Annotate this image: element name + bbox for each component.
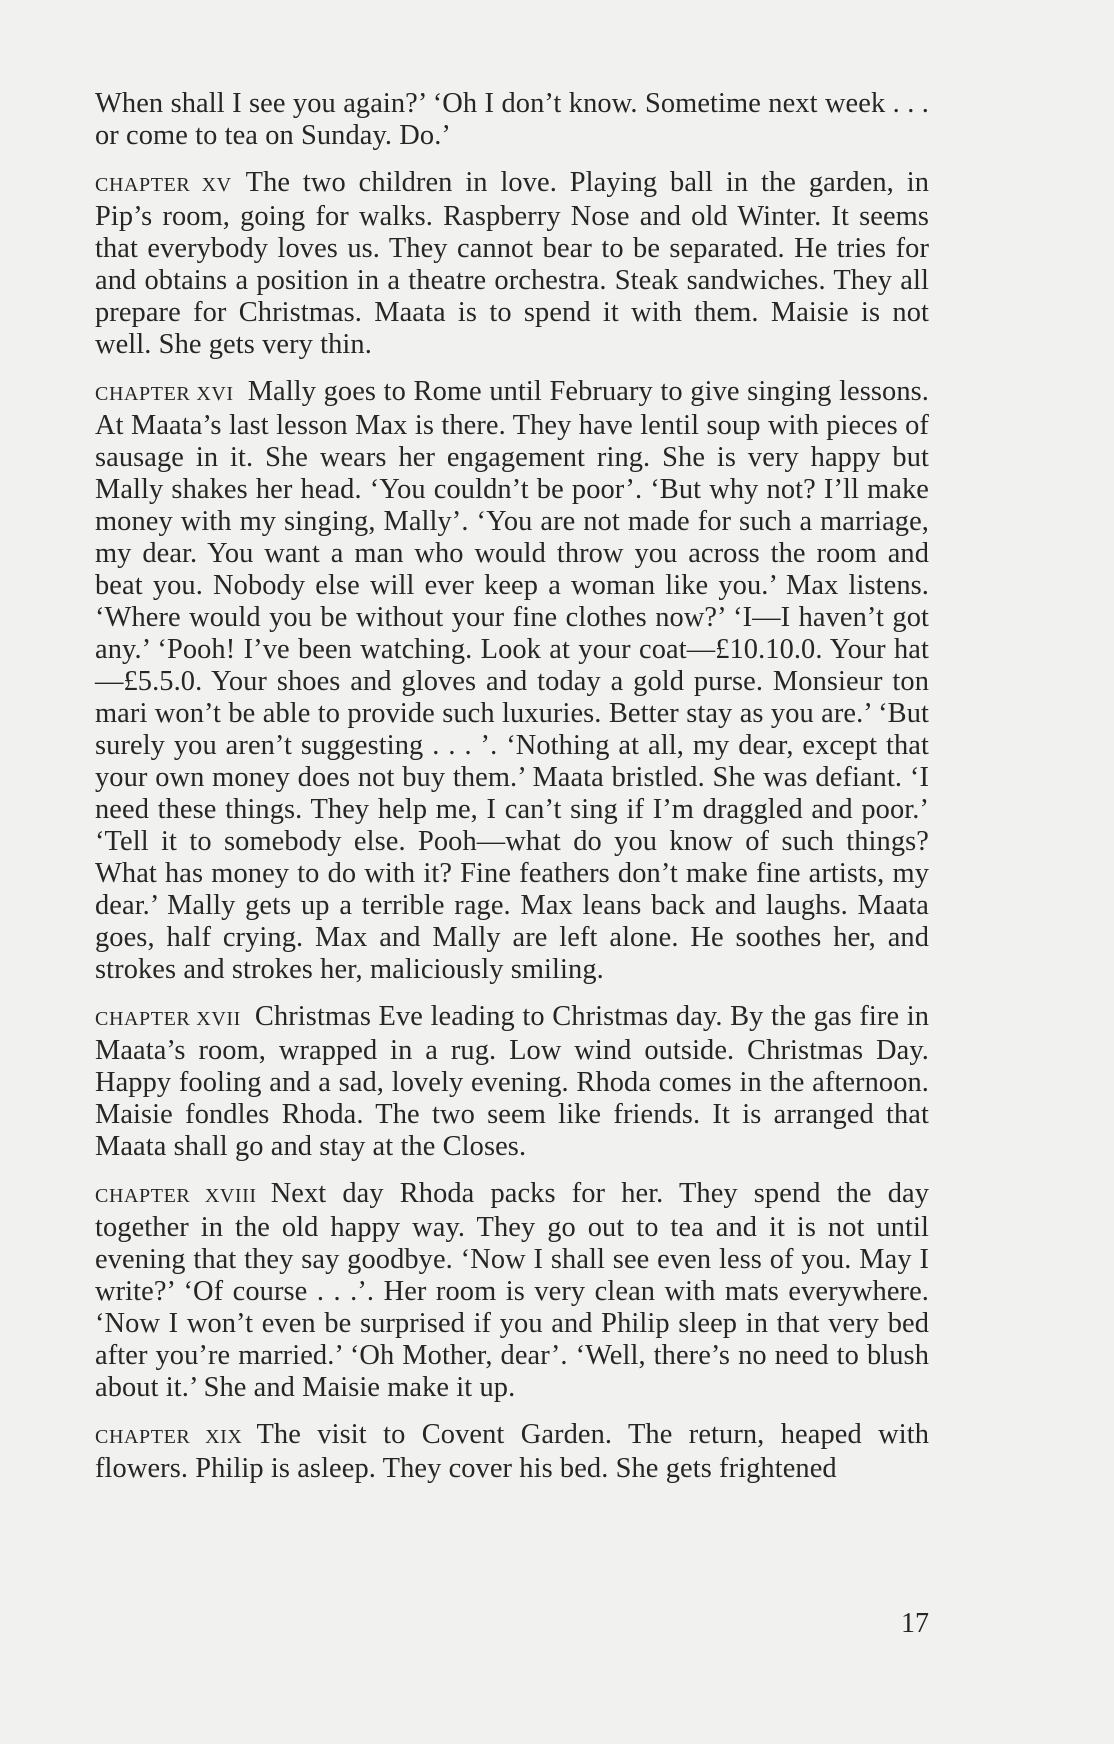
paragraph-text: The two children in love. Playing ball in the garden, in Pip’s room, going for walks. Raspberry Nose and old Winter. It seems that everybody loves us. They cannot bear to be separated. He tries for and obtains a position in a theatre orchestra. Steak sandwiches. They all prepare for Christmas. Maata is to spend it with them. Maisie is not well. She gets very thin.	[95, 167, 929, 360]
paragraph-text: Mally goes to Rome until February to give singing lessons. At Maata’s last lesson Max is there. They have lentil soup with pieces of sausage in it. She wears her engagement ring. She is very happy but Mally shakes her head. ‘You couldn’t be poor’. ‘But why not? I’ll make money with my singing, Mally’. ‘You are not made for such a marriage, my dear. You want a man who would throw you across the room and beat you. Nobody else will ever keep a woman like you.’ Max listens. ‘Where would you be without your fine clothes now?’ ‘I—I haven’t got any.’ ‘Pooh! I’ve been watching. Look at your coat—£10.10.0. Your hat—£5.5.0. Your shoes and gloves and today a gold purse. Monsieur ton mari won’t be able to provide such luxuries. Better stay as you are.’ ‘But surely you aren’t suggesting . . . ’. ‘Nothing at all, my dear, except that your own money does not buy them.’ Maata bristled. She was defiant. ‘I need these things. They help me, I can’t sing if I’m draggled and poor.’ ‘Tell it to somebody else. Pooh—what do you know of such things? What has money to do with it? Fine feathers don’t make fine artists, my dear.’ Mally gets up a terrible rage. Max leans back and laughs. Maata goes, half crying. Max and Mally are left alone. He soothes her, and strokes and strokes her, maliciously smiling.	[95, 376, 929, 985]
paragraph-chapter-xix	[95, 1419, 929, 1485]
chapter-heading: CHAPTER XVI	[95, 383, 234, 405]
chapter-heading: CHAPTER XIX	[95, 1426, 243, 1448]
chapter-heading: CHAPTER XVIII	[95, 1185, 257, 1207]
paragraph-text: The visit to Covent Garden. The return, heaped with flowers. Philip is asleep. They cover his bed. She gets frightened	[95, 1419, 929, 1484]
chapter-heading: CHAPTER XV	[95, 174, 232, 196]
paragraph-text: Next day Rhoda packs for her. They spend the day together in the old happy way. They go out to tea and it is not until evening that they say goodbye. ‘Now I shall see even less of you. May I write?’ ‘Of course . . .’. Her room is very clean with mats everywhere. ‘Now I won’t even be surprised if you and Philip sleep in that very bed after you’re married.’ ‘Oh Mother, dear’. ‘Well, there’s no need to blush about it.’ She and Maisie make it up.	[95, 1178, 929, 1403]
chapter-heading: CHAPTER XVII	[95, 1008, 241, 1030]
paragraph-text: When shall I see you again?’ ‘Oh I don’t know. Sometime next week . . . or come to tea on Sunday. Do.’	[95, 88, 929, 151]
paragraph-chapter-xv	[95, 167, 929, 361]
page-body	[95, 88, 929, 1485]
page-number: 17	[901, 1608, 929, 1639]
paragraph-opening	[95, 88, 929, 152]
paragraph-text: Christmas Eve leading to Christmas day. By the gas fire in Maata’s room, wrapped in a rug. Low wind outside. Christmas Day. Happy fooling and a sad, lovely evening. Rhoda comes in the afternoon. Maisie fondles Rhoda. The two seem like friends. It is arranged that Maata shall go and stay at the Closes.	[95, 1001, 930, 1162]
paragraph-chapter-xvi	[95, 376, 929, 986]
paragraph-chapter-xvii	[95, 1001, 929, 1163]
paragraph-chapter-xviii	[95, 1178, 929, 1404]
